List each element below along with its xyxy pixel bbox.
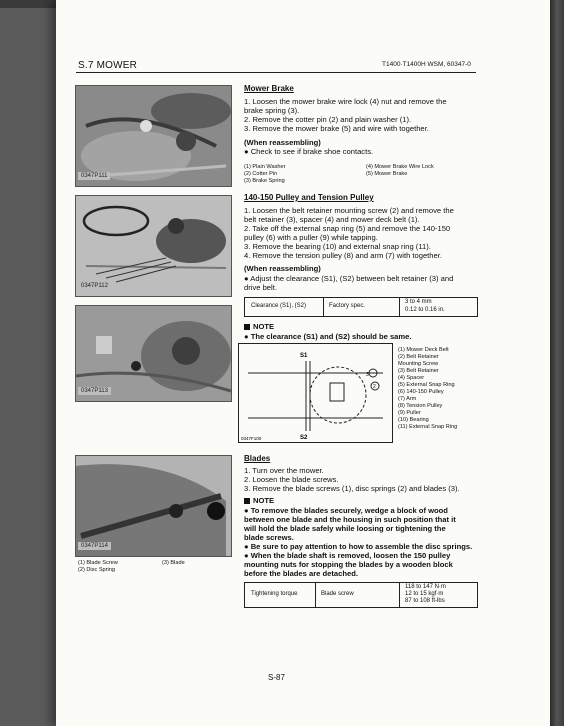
legend-item: (1) Blade Screw <box>78 560 118 566</box>
note-square-icon <box>244 498 250 504</box>
table-divider <box>399 583 400 607</box>
note-text: ● Be sure to pay attention to how to assemble the disc springs. <box>244 542 473 551</box>
mower-brake-photo-art <box>76 86 231 186</box>
reassembly-heading: (When reassembling) <box>244 138 321 147</box>
note-text: ● The clearance (S1) and (S2) should be same. <box>244 332 412 341</box>
clearance-diagram-art <box>238 343 393 443</box>
mower-brake-photo <box>75 85 232 187</box>
model-code: T1400·T1400H WSM, 60347-0 <box>382 61 471 68</box>
note-heading <box>244 496 274 505</box>
torque-spec-table <box>244 582 478 608</box>
legend-item: (5) External Snap Ring <box>398 382 455 388</box>
legend-item: (7) Arm <box>398 396 417 402</box>
pulley-step: 4. Remove the tension pulley (8) and arm (7) with together. <box>244 251 442 260</box>
pulley-detail-photo <box>75 305 232 402</box>
legend-item: (1) Mower Deck Belt <box>398 347 449 353</box>
legend-item: (6) 140-150 Pulley <box>398 389 444 395</box>
reassembly-heading: (When reassembling) <box>244 264 321 273</box>
note-text: between one blade and the housing in such position that it <box>244 515 456 524</box>
table-divider <box>399 298 400 316</box>
note-text: before the blades are detached. <box>244 569 358 578</box>
note-text: ● To remove the blades securely, wedge a block of wood <box>244 506 448 515</box>
photo-code: 0347P113 <box>78 387 111 395</box>
pulley-step: 2. Take off the external snap ring (5) and remove the 140-150 <box>244 224 451 233</box>
section-title: S.7 MOWER <box>78 60 138 71</box>
mower-brake-step: 2. Remove the cotter pin (2) and plain washer (1). <box>244 115 412 124</box>
blades-step: 2. Loosen the blade screws. <box>244 475 339 484</box>
page-edge <box>550 0 564 726</box>
diagram-code: 0347F100 <box>241 436 262 441</box>
blades-photo-art <box>76 456 231 556</box>
pulley-step: belt retainer (3), spacer (4) and mower deck belt (1). <box>244 215 420 224</box>
legend-item: (3) Belt Retainer <box>398 368 439 374</box>
pulley-step: 3. Remove the bearing (10) and external snap ring (11). <box>244 242 431 251</box>
reassembly-step: drive belt. <box>244 283 277 292</box>
note-square-icon <box>244 324 250 330</box>
legend-item: (5) Mower Brake <box>366 171 408 177</box>
pulley-step: 1. Loosen the belt retainer mounting screw (2) and remove the <box>244 206 454 215</box>
legend-item: (2) Belt Retainer <box>398 354 439 360</box>
header-rule <box>76 72 476 73</box>
note-text: ● When the blade shaft is removed, loosen the 150 pulley <box>244 551 451 560</box>
callout-3: 3 <box>366 372 369 378</box>
spec-item: Clearance (S1), (S2) <box>251 303 307 309</box>
table-divider <box>323 298 324 316</box>
spec-item: Tightening torque <box>251 591 298 597</box>
reassembly-step: ● Adjust the clearance (S1), (S2) between belt retainer (3) and <box>244 274 454 283</box>
s2-label: S2 <box>300 435 308 441</box>
spec-type: Factory spec. <box>329 303 366 309</box>
pulley-removal-photo <box>75 195 232 297</box>
legend-item: Mounting Screw <box>398 361 439 367</box>
note-text: will hold the blade safely while loosing or tightening the <box>244 524 446 533</box>
legend-item: (2) Cotter Pin <box>244 171 278 177</box>
note-label: NOTE <box>253 496 275 505</box>
legend-item: (9) Puller <box>398 410 421 416</box>
pulley-step: pulley (6) with a puller (9) while tapping. <box>244 233 378 242</box>
pulley-heading: 140-150 Pulley and Tension Pulley <box>244 193 374 202</box>
pulley-removal-photo-art <box>76 196 231 296</box>
note-label: NOTE <box>253 322 275 331</box>
photo-code: 0347P111 <box>78 172 110 180</box>
note-text: blade screws. <box>244 533 294 542</box>
blades-photo <box>75 455 232 557</box>
callout-2: 2 <box>373 384 376 390</box>
legend-item: (3) Brake Spring <box>244 178 285 184</box>
legend-item: (1) Plain Washer <box>244 164 286 170</box>
page-number: S-87 <box>268 673 285 682</box>
background-left <box>0 0 60 726</box>
legend-item: (4) Spacer <box>398 375 425 381</box>
legend-item: (2) Disc Spring <box>78 567 115 573</box>
note-heading <box>244 322 274 331</box>
s1-label: S1 <box>300 353 308 359</box>
blades-step: 3. Remove the blade screws (1), disc springs (2) and blades (3). <box>244 484 460 493</box>
legend-item: (11) External Snap Ring <box>398 424 458 430</box>
mower-brake-step: 3. Remove the mower brake (5) and wire with together. <box>244 124 429 133</box>
spec-value: 12 to 15 kgf·m <box>405 591 444 597</box>
photo-code: 0347P112 <box>78 282 111 290</box>
spec-value: 87 to 108 ft-lbs <box>405 598 445 604</box>
spec-value: 118 to 147 N·m <box>405 584 446 590</box>
legend-item: (3) Blade <box>162 560 185 566</box>
reassembly-step: ● Check to see if brake shoe contacts. <box>244 147 374 156</box>
blades-heading: Blades <box>244 454 271 463</box>
spec-value: 0.12 to 0.16 in. <box>405 307 445 313</box>
legend-item: (10) Bearing <box>398 417 429 423</box>
note-text: mounting nuts for stopping the blades by a wooden block <box>244 560 453 569</box>
mower-brake-heading: Mower Brake <box>244 84 294 93</box>
spec-value: 3 to 4 mm <box>405 299 432 305</box>
spec-type: Blade screw <box>321 591 354 597</box>
legend-item: (8) Tension Pulley <box>398 403 443 409</box>
clearance-diagram <box>238 343 393 443</box>
blades-step: 1. Turn over the mower. <box>244 466 324 475</box>
legend-item: (4) Mower Brake Wire Lock <box>366 164 434 170</box>
clearance-spec-table <box>244 297 478 317</box>
mower-brake-step: 1. Loosen the mower brake wire lock (4) nut and remove the <box>244 97 447 106</box>
photo-code: 0347P114 <box>78 542 111 550</box>
table-divider <box>315 583 316 607</box>
mower-brake-step: brake spring (3). <box>244 106 300 115</box>
